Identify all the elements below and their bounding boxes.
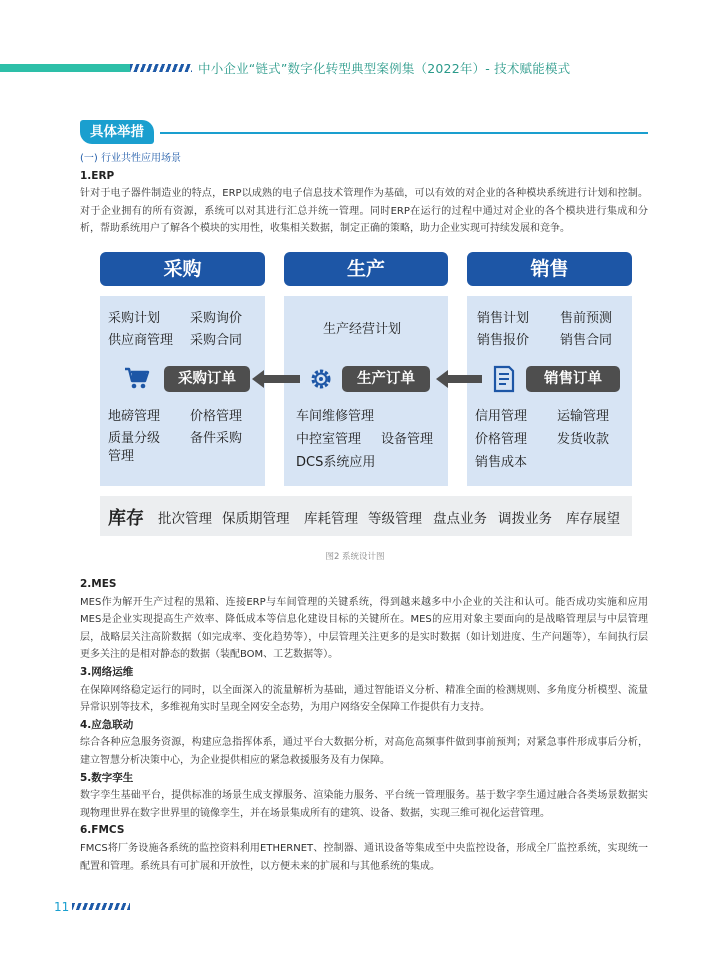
fmcs-heading: 6.FMCS	[80, 824, 125, 837]
subheading: (一) 行业共性应用场景	[80, 153, 181, 164]
purchase-item: 采购合同	[190, 333, 243, 348]
sales-item: 销售计划	[477, 311, 530, 326]
inventory-item: 盘点业务	[433, 511, 487, 527]
arrow-left-icon	[252, 369, 300, 389]
purchase-item: 供应商管理	[108, 333, 174, 348]
purchase-item: 采购询价	[190, 311, 243, 326]
purchase-item: 质量分级	[108, 431, 161, 446]
mes-heading: 2.MES	[80, 578, 117, 590]
inventory-bar	[100, 496, 632, 536]
header-accent-bar	[0, 64, 130, 72]
digital-twin-paragraph: 数字孪生基础平台，提供标准的场景生成支撑服务、渲染能力服务、平台统一管理服务。基于数字孪生通过融合各类场景数据实现物理世界在数字世界里的镜像孪生，并在场景集成所有的建筑、设备、数据，实现三维可视化运营管理。	[80, 790, 648, 819]
purchase-order-pill: 采购订单	[164, 366, 250, 392]
sales-item: 销售报价	[477, 333, 530, 348]
production-order-pill: 生产订单	[342, 366, 430, 392]
production-item: DCS系统应用	[296, 455, 376, 470]
section-divider	[160, 132, 648, 134]
fmcs-paragraph: FMCS将厂务设施各系统的监控资料利用ETHERNET、控制器、通讯设备等集成至中央监控设备，形成全厂监控系统，实现统一配置和管理。系统具有可扩展和开放性，以方便未来的扩展和与其他系统的集成。	[80, 842, 648, 872]
sales-item: 运输管理	[557, 409, 610, 424]
gear-icon	[308, 366, 334, 392]
production-item: 车间维修管理	[296, 409, 375, 424]
emergency-paragraph: 综合各种应急服务资源，构建应急指挥体系，通过平台大数据分析，对高危高频事件做到事前预判；对紧急事件形成事后分析，建立智慧分析决策中心，为企业提供相应的紧急救援服务及有力保障。	[80, 737, 648, 766]
sales-header: 销售	[467, 252, 632, 286]
sales-order-pill: 销售订单	[526, 366, 620, 392]
production-header: 生产	[284, 252, 448, 286]
sales-item: 价格管理	[475, 432, 528, 447]
sales-item: 售前预测	[560, 311, 613, 326]
purchase-item: 价格管理	[190, 409, 243, 424]
purchase-header: 采购	[100, 252, 265, 286]
purchase-item: 管理	[108, 449, 135, 464]
inventory-item: 保质期管理	[222, 511, 290, 527]
mes-paragraph: MES作为解开生产过程的黑箱、连接ERP与车间管理的关键系统，得到越来越多中小企业的关注和认可。能否成功实施和应用MES是企业实现提高生产效率、降低成本等信息化建设目标的关键所在。MES的应用对象主要面向的是战略管理层与中层管理层，战略层关注高阶数据（如完成率、变化趋势等），中层管理关注更多的是实时数据（如计划进度、生产问题等），车间执行层更多关注的是相对静态的数据（装配BOM、工艺数据等）。	[80, 596, 648, 661]
page-number: 11	[54, 900, 70, 914]
sales-item: 销售成本	[475, 455, 528, 470]
footer-stripes	[72, 903, 130, 910]
arrow-left-icon	[436, 369, 482, 389]
header-stripes	[130, 64, 192, 72]
digital-twin-heading: 5.数字孪生	[80, 771, 134, 784]
inventory-item: 调拨业务	[498, 511, 552, 527]
cart-icon	[124, 366, 150, 390]
inventory-item: 批次管理	[158, 511, 212, 527]
running-header: 中小企业“链式”数字化转型典型案例集（2022年）- 技术赋能模式	[198, 61, 571, 76]
inventory-item: 等级管理	[368, 511, 422, 527]
production-item: 中控室管理	[296, 432, 362, 447]
inventory-title: 库存	[108, 508, 144, 529]
emergency-heading: 4.应急联动	[80, 718, 134, 731]
inventory-item: 库存展望	[566, 511, 620, 527]
document-icon	[492, 365, 516, 393]
sections-block	[80, 576, 648, 875]
sales-item: 销售合同	[560, 333, 613, 348]
production-item: 设备管理	[381, 432, 434, 447]
erp-heading: 1.ERP	[80, 169, 115, 182]
purchase-item: 地磅管理	[108, 409, 161, 424]
figure-caption: 图2 系统设计图	[325, 552, 385, 562]
system-design-diagram	[100, 252, 632, 537]
network-paragraph: 在保障网络稳定运行的同时，以全面深入的流量解析为基础，通过智能语义分析、精准全面的检测规则、多角度分析模型、流量异常识别等技术，多维视角实时呈现全网安全态势，为用户网络安全保障工作提供有力支持。	[80, 684, 648, 714]
purchase-item: 备件采购	[190, 431, 243, 446]
purchase-item: 采购计划	[108, 311, 161, 326]
inventory-item: 库耗管理	[304, 511, 358, 527]
erp-paragraph: 针对于电子器件制造业的特点，ERP以成熟的电子信息技术管理作为基础，可以有效的对企业的各种模块系统进行计划和控制。对于企业拥有的所有资源，系统可以对其进行汇总并统一管理。同时ERP在运行的过程中通过对企业的各个模块进行集成和分析，帮助系统用户了解各个模块的实用性，收集相关数据，制定正确的策略，助力企业实现可持续发展和竞争。	[80, 188, 648, 235]
intro-block	[80, 150, 648, 238]
production-item: 生产经营计划	[323, 322, 402, 337]
network-heading: 3.网络运维	[80, 665, 134, 678]
sales-item: 发货收款	[557, 432, 610, 447]
sales-item: 信用管理	[475, 409, 528, 424]
section-title: 具体举措	[80, 120, 154, 144]
